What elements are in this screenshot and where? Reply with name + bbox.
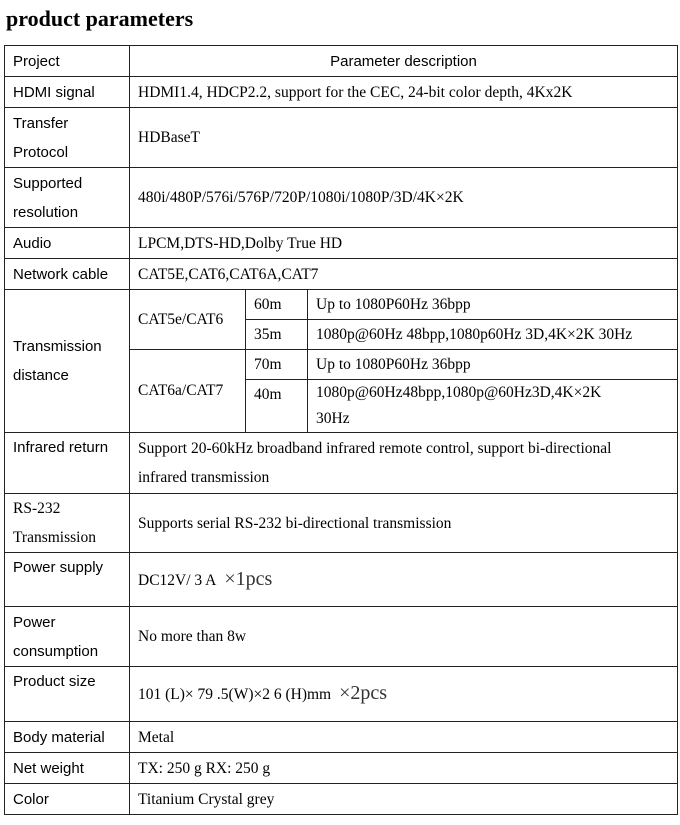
distance-spec: 1080p@60Hz 48bpp,1080p60Hz 3D,4K×2K 30Hz (308, 320, 678, 350)
distance-spec-line1: 1080p@60Hz48bpp,1080p@60Hz3D,4K×2K (316, 384, 602, 401)
distance-length: 40m (246, 380, 308, 433)
label-rs232-line2: Transmission (13, 529, 96, 546)
row-rs232-transmission (5, 494, 678, 553)
label-hdmi-signal: HDMI signal (5, 77, 130, 108)
label-rs232-transmission (5, 494, 130, 553)
label-color: Color (5, 784, 130, 815)
label-power-consumption (5, 607, 130, 667)
value-power-supply (130, 553, 678, 607)
row-hdmi-signal (5, 77, 678, 108)
distance-spec: Up to 1080P60Hz 36bpp (308, 290, 678, 320)
label-transmission-distance (5, 290, 130, 433)
distance-length: 70m (246, 350, 308, 380)
row-infrared-return (5, 433, 678, 494)
label-distance-line2: distance (13, 367, 69, 384)
value-infrared-line1: Support 20-60kHz broadband infrared remote control, support bi-directional (138, 440, 612, 457)
label-net-weight: Net weight (5, 753, 130, 784)
header-project: Project (5, 46, 130, 77)
cable-type-cat6a-cat7 (130, 350, 246, 433)
row-transmission-distance (5, 290, 678, 320)
distance-length: 60m (246, 290, 308, 320)
row-transfer-protocol (5, 108, 678, 168)
value-infrared-line2: infrared transmission (138, 469, 270, 486)
value-transfer-protocol: HDBaseT (130, 108, 678, 168)
power-supply-quantity: ×1pcs (224, 567, 273, 590)
product-parameters-table (4, 45, 678, 815)
label-transfer-line2: Protocol (13, 143, 69, 161)
distance-spec (308, 380, 678, 433)
table-header-row (5, 46, 678, 77)
value-net-weight: TX: 250 g RX: 250 g (130, 753, 678, 784)
value-color: Titanium Crystal grey (130, 784, 678, 815)
row-power-consumption (5, 607, 678, 667)
row-power-supply (5, 553, 678, 607)
label-rs232-line1: RS-232 (13, 500, 61, 517)
row-net-weight (5, 753, 678, 784)
label-product-size: Product size (5, 667, 130, 722)
label-distance-line1: Transmission (13, 338, 102, 355)
row-color (5, 784, 678, 815)
value-rs232-transmission: Supports serial RS-232 bi-directional transmission (130, 494, 678, 553)
label-power-consumption-line2: consumption (13, 642, 99, 660)
product-size-spec: 101 (L)× 79 .5(W)×2 6 (H)mm (138, 686, 332, 703)
label-body-material: Body material (5, 722, 130, 753)
label-audio: Audio (5, 228, 130, 259)
row-supported-resolution (5, 168, 678, 228)
label-transfer-line1: Transfer (13, 114, 69, 132)
value-product-size (130, 667, 678, 722)
label-resolution-line1: Supported (13, 174, 83, 192)
power-supply-spec: DC12V/ 3 A (138, 571, 217, 589)
row-network-cable (5, 259, 678, 290)
label-transfer-protocol (5, 108, 130, 168)
cable-type-cat5e-cat6: CAT5e/CAT6 (130, 290, 246, 350)
distance-spec-line2: 30Hz (316, 410, 350, 427)
label-power-supply: Power supply (5, 553, 130, 607)
row-body-material (5, 722, 678, 753)
header-parameter-description: Parameter description (130, 46, 678, 77)
label-infrared-return: Infrared return (5, 433, 130, 494)
label-supported-resolution (5, 168, 130, 228)
value-infrared-return (130, 433, 678, 494)
value-supported-resolution: 480i/480P/576i/576P/720P/1080i/1080P/3D/4K×2K (130, 168, 678, 228)
label-network-cable: Network cable (5, 259, 130, 290)
row-product-size (5, 667, 678, 722)
label-resolution-line2: resolution (13, 203, 79, 221)
row-audio (5, 228, 678, 259)
distance-length: 35m (246, 320, 308, 350)
cable-type-label: CAT6a/CAT7 (138, 382, 224, 399)
value-power-consumption: No more than 8w (130, 607, 678, 667)
value-network-cable: CAT5E,CAT6,CAT6A,CAT7 (130, 259, 678, 290)
distance-spec: Up to 1080P60Hz 36bpp (308, 350, 678, 380)
product-size-quantity: ×2pcs (339, 682, 388, 704)
label-power-consumption-line1: Power (13, 613, 56, 631)
value-audio: LPCM,DTS-HD,Dolby True HD (130, 228, 678, 259)
value-hdmi-signal: HDMI1.4, HDCP2.2, support for the CEC, 24-bit color depth, 4Kx2K (130, 77, 678, 108)
value-body-material: Metal (130, 722, 678, 753)
page-title: product parameters (6, 6, 194, 31)
